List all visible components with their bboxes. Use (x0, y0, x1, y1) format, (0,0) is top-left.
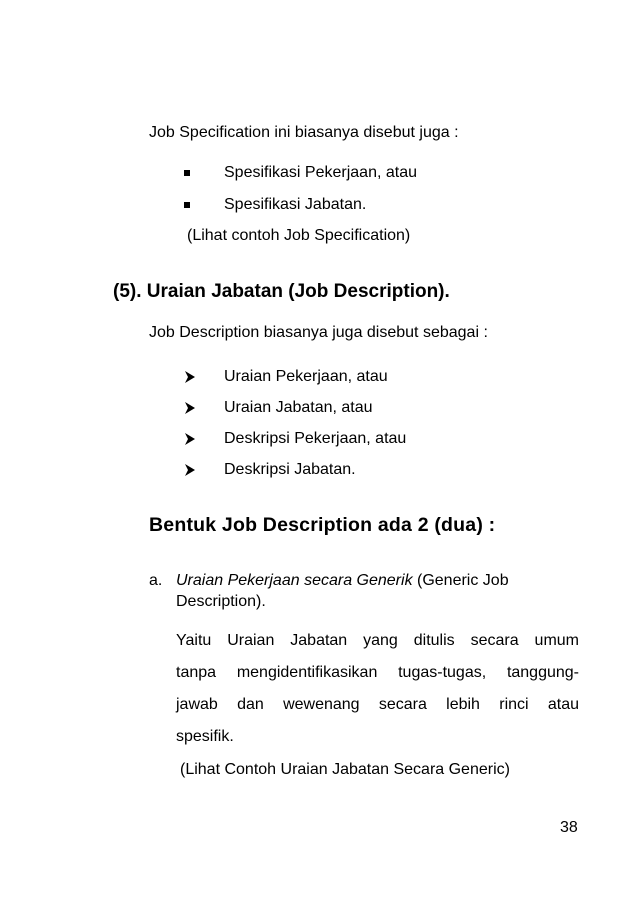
arrow-bullet-icon (184, 460, 198, 480)
spec-note: (Lihat contoh Job Specification) (187, 227, 411, 244)
arrow-bullet-icon (184, 429, 198, 449)
subsection-heading: Bentuk Job Description ada 2 (dua) : (149, 514, 496, 536)
paragraph-line-last: spesifik. (176, 728, 234, 745)
list-item (184, 195, 504, 215)
arrow-bullet-icon (184, 398, 198, 418)
item-title-line2: Description). (176, 593, 266, 610)
list-item (184, 429, 504, 449)
list-item (184, 367, 504, 387)
list-item-text: Uraian Jabatan, atau (224, 399, 373, 416)
list-item-text: Uraian Pekerjaan, atau (224, 368, 388, 385)
list-item (184, 398, 504, 418)
paragraph-line: jawab dan wewenang secara lebih rinci atau (176, 696, 579, 713)
list-item-text: Deskripsi Jabatan. (224, 461, 356, 478)
paragraph-line: Yaitu Uraian Jabatan yang ditulis secara umum (176, 632, 579, 649)
item-title (176, 571, 509, 591)
list-item-text: Spesifikasi Jabatan. (224, 196, 367, 213)
item-title-rest: (Generic Job (412, 572, 509, 589)
paragraph-line: tanpa mengidentifikasikan tugas-tugas, tanggung- (176, 664, 579, 681)
list-item-text: Deskripsi Pekerjaan, atau (224, 430, 407, 447)
intro-line: Job Specification ini biasanya disebut juga : (149, 124, 459, 141)
item-note: (Lihat Contoh Uraian Jabatan Secara Generic) (180, 761, 510, 778)
item-marker: a. (149, 572, 163, 589)
section-heading: (5). Uraian Jabatan (Job Description). (113, 281, 450, 302)
list-item (184, 163, 504, 183)
item-title-italic: Uraian Pekerjaan secara Generik (176, 572, 413, 589)
arrow-bullet-icon (184, 367, 198, 387)
list-item (184, 460, 504, 480)
section-intro: Job Description biasanya juga disebut sebagai : (149, 324, 488, 341)
square-bullet-icon (184, 202, 190, 208)
page-number: 38 (560, 819, 578, 836)
square-bullet-icon (184, 170, 190, 176)
list-item-text: Spesifikasi Pekerjaan, atau (224, 164, 417, 181)
